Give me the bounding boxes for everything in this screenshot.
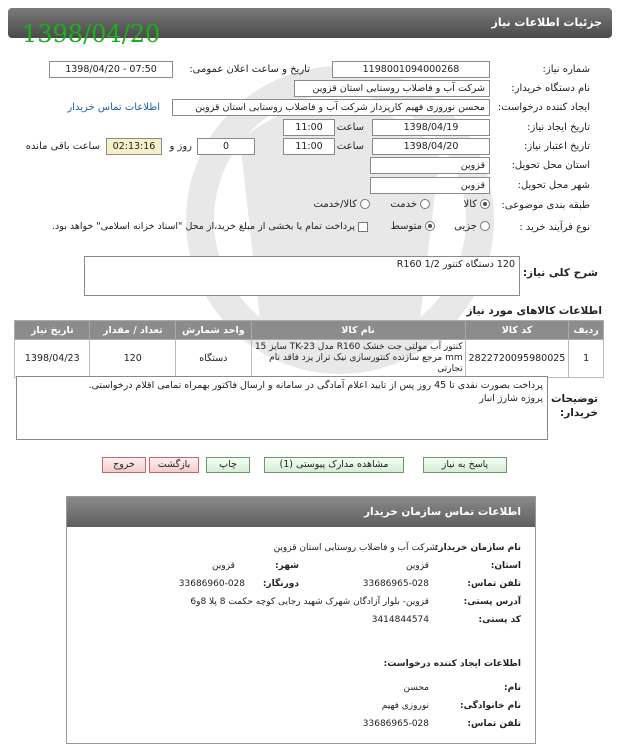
remaining-time-field: 02:13:16 — [106, 138, 162, 155]
validity-time-field: 11:00 — [283, 138, 335, 155]
org-label: نام سازمان خریدار: — [434, 543, 521, 553]
col-row: ردیف — [569, 321, 604, 340]
created-date-field: 1398/04/19 — [372, 119, 490, 136]
province-contact-value: قزوین — [406, 561, 429, 571]
phone-value: 33686965-028 — [362, 579, 429, 589]
col-unit: واحد شمارش — [176, 321, 251, 340]
province-contact-label: استان: — [490, 561, 521, 571]
col-name: نام کالا — [251, 321, 465, 340]
days-remaining-field: 0 — [197, 138, 255, 155]
cell-date: 1398/04/23 — [15, 340, 90, 378]
buyer-label: نام دستگاه خریدار: — [511, 83, 590, 94]
fax-label: دورنگار: — [262, 579, 299, 589]
creator-label: ایجاد کننده درخواست: — [497, 102, 590, 113]
address-label: آدرس پستی: — [463, 597, 521, 607]
city-contact-label: شهر: — [275, 561, 299, 571]
city-label: شهر محل تحویل: — [517, 180, 590, 191]
validity-label: تاریخ اعتبار نیاز: — [524, 141, 590, 152]
buyer-notes-textarea — [16, 376, 548, 440]
category-option-service[interactable]: خدمت — [390, 199, 430, 210]
announce-date-highlight: 1398/04/20 — [22, 20, 161, 48]
col-code: کد کالا — [465, 321, 569, 340]
creator-field: محسن نوروزی فهیم کارپرداز شرکت آب و فاضلاب روستایی استان قزوین — [172, 99, 490, 116]
announce-field: 1398/04/20 - 07:50 — [49, 61, 173, 78]
cell-name: کنتور آب مولتی جت خشک R160 مدل TK-23 سایز 15 mm مرجع سازنده کنتورسازی نیک تراز یزد فاقد نام تجارتی — [251, 340, 465, 378]
items-table-header — [15, 321, 604, 340]
created-date-label: تاریخ ایجاد نیاز: — [527, 122, 590, 133]
category-option-goods[interactable]: کالا — [463, 199, 490, 210]
province-label: استان محل تحویل: — [511, 160, 590, 171]
buyer-note-line: پروژه شارژ انبار — [479, 393, 543, 404]
requester-phone-value: 33686965-028 — [362, 719, 429, 729]
postal-label: کد پستی: — [478, 615, 521, 625]
cell-row: 1 — [569, 340, 604, 378]
province-field: قزوین — [370, 157, 490, 174]
need-number-field: 1198001094000268 — [332, 61, 490, 78]
items-table — [14, 320, 604, 378]
radio-icon — [480, 221, 490, 231]
fax-value: 33686960-028 — [178, 579, 245, 589]
col-qty: تعداد / مقدار — [90, 321, 176, 340]
purchase-type-label: نوع فرآیند خرید : — [519, 222, 590, 233]
summary-label: شرح کلی نیاز: — [522, 267, 598, 279]
cell-code: 2822720095980025 — [465, 340, 569, 378]
announce-label: تاریخ و ساعت اعلان عمومی: — [189, 64, 310, 75]
days-label: روز و — [169, 141, 192, 152]
attachments-button[interactable]: مشاهده مدارک پیوستی (1) — [264, 457, 404, 473]
requester-phone-label: تلفن تماس: — [467, 719, 521, 729]
city-contact-value: قزوین — [212, 561, 235, 571]
radio-selected-icon — [480, 199, 490, 209]
purchase-option-minor[interactable]: جزیی — [454, 221, 490, 232]
exit-button[interactable]: خروج — [102, 457, 146, 473]
treasury-payment-option[interactable]: پرداخت تمام یا بخشی از مبلغ خرید،از محل "اسناد خزانه اسلامی" خواهد بود. — [52, 221, 368, 232]
validity-date-field: 1398/04/20 — [372, 138, 490, 155]
table-row — [15, 340, 604, 378]
col-date: تاریخ نیاز — [15, 321, 90, 340]
summary-textarea: 120 دستگاه کنتور 1/2 R160 — [84, 256, 520, 296]
address-value: قزوین- بلوار آزادگان شهرک شهید رجایی کوچه حکمت 8 پلا 8و6 — [190, 597, 429, 607]
postal-value: 3414844574 — [371, 615, 429, 625]
radio-icon — [360, 199, 370, 209]
buyer-note-line: پرداخت بصورت نقدی تا 45 روز پس از تایید اعلام آمادگی در سامانه و ارسال فاکتور بهمراه تمامی اقلام درخواستی. — [88, 380, 543, 391]
validity-hour-label: ساعت — [336, 141, 364, 152]
page-title: جزئیات اطلاعات نیاز — [491, 16, 602, 29]
back-button[interactable]: بازگشت — [149, 457, 199, 473]
radio-selected-icon — [425, 221, 435, 231]
buyer-contact-link[interactable]: اطلاعات تماس خریدار — [67, 102, 160, 113]
created-hour-label: ساعت — [336, 122, 364, 133]
contact-panel-header — [67, 497, 535, 527]
items-section-title: اطلاعات کالاهای مورد نیاز — [466, 305, 602, 317]
buyer-field: شرکت آب و فاضلاب روستایی استان قزوین — [294, 80, 490, 97]
print-button[interactable]: چاپ — [206, 457, 250, 473]
buyer-notes-label: توضیحات خریدار: — [550, 393, 598, 419]
remaining-label: ساعت باقی مانده — [25, 141, 100, 152]
cell-unit: دستگاه — [176, 340, 251, 378]
org-value: شرکت آب و فاضلاب روستایی استان قزوین — [273, 543, 437, 553]
category-label: طبقه بندی موضوعی: — [501, 200, 590, 211]
phone-label: تلفن تماس: — [467, 579, 521, 589]
radio-icon — [420, 199, 430, 209]
city-field: قزوین — [370, 177, 490, 194]
requester-family-label: نام خانوادگی: — [459, 701, 521, 711]
cell-qty: 120 — [90, 340, 176, 378]
requester-name-value: محسن — [403, 683, 429, 693]
purchase-option-medium[interactable]: متوسط — [391, 221, 435, 232]
reply-button[interactable]: پاسخ به نیاز — [423, 457, 507, 473]
title-bar — [8, 8, 612, 48]
need-number-label: شماره نیاز: — [542, 64, 590, 75]
buyer-contact-panel — [66, 496, 536, 744]
requester-name-label: نام: — [504, 683, 521, 693]
requester-family-value: نوروزی فهیم — [381, 701, 429, 711]
contact-panel-title: اطلاعات تماس سازمان خریدار — [364, 506, 521, 518]
category-option-both[interactable]: کالا/خدمت — [314, 199, 371, 210]
created-time-field: 11:00 — [283, 119, 335, 136]
checkbox-icon — [358, 222, 368, 232]
requester-section-title: اطلاعات ایجاد کننده درخواست: — [383, 659, 521, 669]
